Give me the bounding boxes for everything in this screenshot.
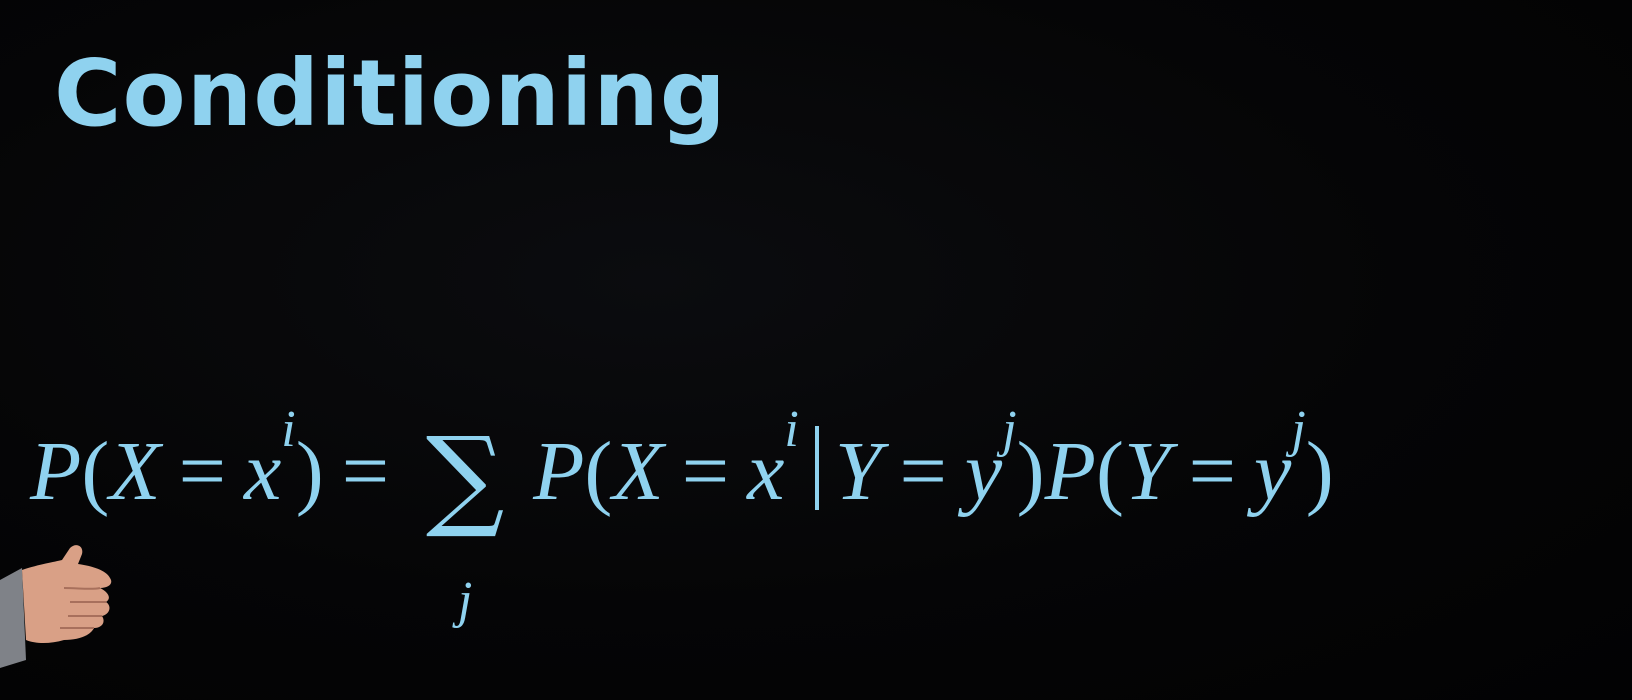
term1-open-paren: (	[584, 425, 613, 518]
term1-p: P	[533, 425, 585, 518]
lhs-p: P	[30, 425, 82, 518]
term1-close-paren: )	[1016, 425, 1045, 518]
lhs-equals: =	[178, 425, 226, 518]
sum-index-j: j	[457, 572, 473, 629]
term2-open-paren: (	[1095, 425, 1124, 518]
main-equals: =	[341, 425, 390, 518]
summation	[411, 413, 519, 629]
term2-p: P	[1044, 425, 1096, 518]
term2-y-value: y	[1254, 425, 1292, 518]
pointing-hand-icon	[0, 540, 120, 670]
conditioning-formula: P ( X = x i ) = ∑ j P ( X = x i Y = y j ) P ( Y = y j )	[30, 401, 1334, 629]
sigma-symbol: ∑	[425, 413, 505, 541]
lhs-x-var: X	[109, 425, 161, 518]
term2-equals: =	[1188, 425, 1237, 518]
slide-title: Conditioning	[54, 40, 727, 147]
term1-equals: =	[681, 425, 730, 518]
term1-y-var: Y	[834, 425, 882, 518]
lhs-x-value: x	[243, 425, 282, 518]
term1-equals-2: =	[899, 425, 947, 518]
term1-x-var: X	[612, 425, 664, 518]
term2-close-paren: )	[1305, 425, 1334, 518]
term1-y-value: y	[964, 425, 1003, 518]
term2-y-var: Y	[1123, 425, 1171, 518]
lhs-close-paren: )	[295, 425, 324, 518]
given-bar	[815, 426, 819, 510]
lhs-open-paren: (	[81, 425, 110, 518]
term1-x-value: x	[747, 425, 785, 518]
